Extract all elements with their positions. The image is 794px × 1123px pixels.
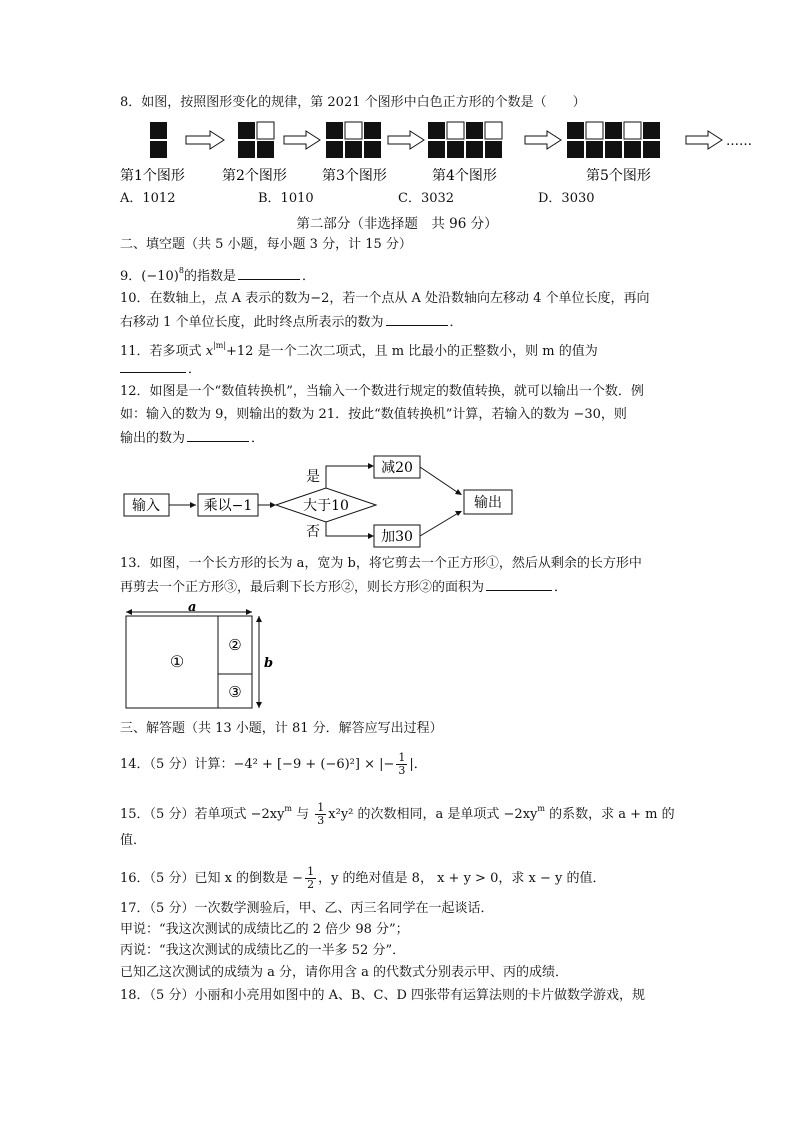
flow-no: 否 bbox=[306, 524, 320, 540]
q10-line2: 右移动 1 个单位长度，此时终点所表示的数为 ． bbox=[120, 315, 463, 330]
arrowhead-icon bbox=[256, 616, 262, 622]
q13-figure bbox=[118, 598, 278, 714]
q8-ellipsis: …… bbox=[726, 134, 752, 149]
q8-option-c: C．3032 bbox=[398, 191, 455, 206]
q9: 9．$(-10)^8$的指数是 ． bbox=[120, 266, 315, 284]
arrowhead-icon bbox=[126, 609, 132, 615]
q8-option-b: B．1010 bbox=[258, 191, 314, 206]
q18-line1: 18．（5 分）小丽和小亮用如图中的 A、B、C、D 四张带有运算法则的卡片做数学游戏，规 bbox=[120, 988, 646, 1003]
arrowhead-icon bbox=[246, 609, 252, 615]
q10-line1: 10．在数轴上，点 A 表示的数为−2，若一个点从 A 处沿数轴向左移动 4 个单位长度，再向 bbox=[120, 291, 650, 306]
flow-yes: 是 bbox=[306, 469, 320, 485]
q8-label-4: 第4个图形 bbox=[432, 168, 497, 184]
flow-add: 加30 bbox=[381, 529, 413, 545]
flow-cond: 大于10 bbox=[303, 498, 349, 514]
q8-label-5: 第5个图形 bbox=[586, 168, 651, 184]
part2-title: 第二部分（非选择题 共 96 分） bbox=[296, 216, 498, 232]
q8-label-1: 第1个图形 bbox=[120, 168, 185, 184]
arrow-icon bbox=[686, 131, 722, 149]
q8-stem: 8．如图，按照图形变化的规律，第 2021 个图形中白色正方形的个数是（ ） bbox=[120, 95, 586, 110]
q15: 15．（5 分）若单项式 $-2xy^m$ 与 $\frac{1}{3}$ x²y² 的次数相同，a 是单项式 $-2xy^m$ 的系数，求 a + m 的 bbox=[120, 801, 675, 827]
arrow-icon bbox=[186, 131, 224, 149]
q13-line2: 再剪去一个正方形③，最后剩下长方形②，则长方形②的面积为 ． bbox=[120, 580, 568, 595]
arrowhead-icon bbox=[256, 702, 262, 708]
q12-line2: 如：输入的数为 9，则输出的数为 21．按此“数值转换机”计算，若输入的数为 −30，则 bbox=[120, 407, 627, 422]
q11: 11．若多项式 $x^{|m|}+12$ 是一个二次二项式，且 m 比最小的正整数小，则 m 的值为 bbox=[120, 341, 598, 359]
q8-figure-5 bbox=[567, 122, 660, 158]
q8-option-d: D．3030 bbox=[538, 191, 595, 206]
q12-line1: 12．如图是一个“数值转换机”，当输入一个数进行规定的数值转换，就可以输出一个数．例 bbox=[120, 384, 644, 399]
q17-line2: 甲说：“我这次测试的成绩比乙的 2 倍少 98 分”； bbox=[120, 922, 409, 937]
arrow-icon bbox=[388, 131, 424, 149]
region-2: ② bbox=[228, 636, 242, 654]
arrow-icon bbox=[525, 131, 561, 149]
q8-figure bbox=[120, 118, 770, 188]
arrowhead-icon bbox=[368, 463, 374, 469]
q12-flowchart bbox=[120, 450, 540, 550]
flow-mult: 乘以−1 bbox=[203, 498, 253, 514]
region-3: ③ bbox=[228, 683, 242, 701]
q8-label-2: 第2个图形 bbox=[222, 168, 287, 184]
section3-heading: 三、解答题（共 13 小题，计 81 分．解答应写出过程） bbox=[120, 721, 443, 736]
q16: 16．（5 分）已知 x 的倒数是 − $\frac{1}{2}$ ，y 的绝对值是 8， x + y > 0，求 x − y 的值． bbox=[120, 865, 606, 891]
section2-heading: 二、填空题（共 5 小题，每小题 3 分，计 15 分） bbox=[120, 237, 412, 252]
q8-figure-3 bbox=[326, 122, 381, 158]
q12-line3: 输出的数为 ． bbox=[120, 431, 265, 446]
region-1: ① bbox=[169, 652, 185, 671]
q8-figure-2 bbox=[238, 122, 274, 158]
q14: 14．（5 分）计算：−4² + [−9 + (−6)²] × |− $\frac{1}{3}$ |． bbox=[120, 751, 427, 777]
q13-line1: 13．如图，一个长方形的长为 a，宽为 b，将它剪去一个正方形①，然后从剩余的长方形中 bbox=[120, 556, 642, 571]
flow-sub: 减20 bbox=[381, 460, 413, 476]
q15-line2: 值． bbox=[120, 833, 147, 848]
q8-figure-4 bbox=[428, 122, 502, 158]
label-b: b bbox=[264, 656, 274, 671]
arrowhead-icon bbox=[455, 489, 462, 495]
q17-line4: 已知乙这次测试的成绩为 a 分，请你用含 a 的代数式分别表示甲、丙的成绩． bbox=[120, 965, 569, 980]
q8-figure-1 bbox=[150, 122, 167, 158]
q11-line2: ． bbox=[120, 360, 201, 379]
arrowhead-icon bbox=[455, 511, 462, 516]
arrowhead-icon bbox=[190, 502, 196, 508]
flow-input: 输入 bbox=[132, 498, 160, 514]
label-a: a bbox=[188, 600, 197, 615]
flow-output: 输出 bbox=[474, 495, 502, 511]
q17-line3: 丙说：“我这次测试的成绩比乙的一半多 52 分”． bbox=[120, 943, 406, 958]
arrow-icon bbox=[284, 131, 320, 149]
q8-label-3: 第3个图形 bbox=[322, 168, 387, 184]
q8-option-a: A．1012 bbox=[120, 191, 176, 206]
arrowhead-icon bbox=[368, 533, 374, 539]
q17-line1: 17．（5 分）一次数学测验后，甲、乙、丙三名同学在一起谈话． bbox=[120, 901, 494, 916]
